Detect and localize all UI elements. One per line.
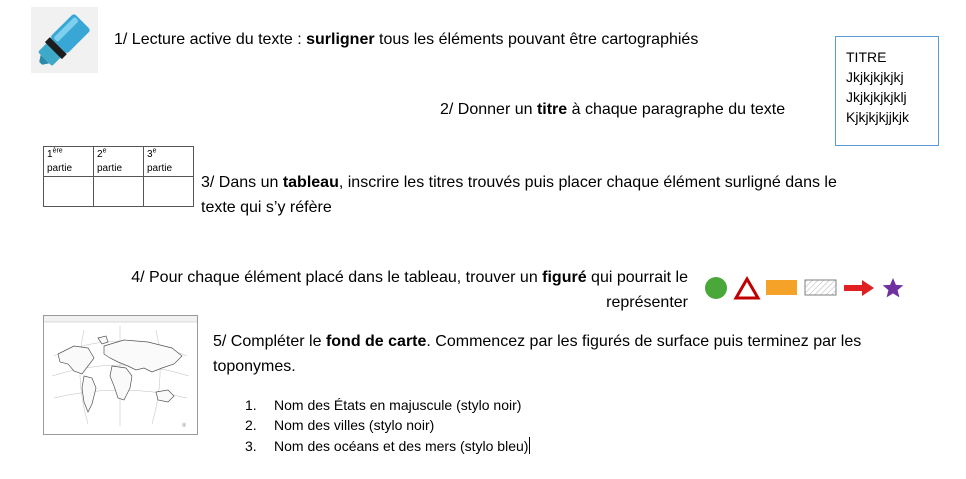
table-cell xyxy=(94,177,144,207)
text-cursor xyxy=(529,437,530,454)
circle-symbol-icon xyxy=(705,277,727,299)
step-1-text: 1/ Lecture active du texte : surligner tous les éléments pouvant être cartographiés xyxy=(114,31,699,48)
step-3-text: 3/ Dans un tableau, inscrire les titres trouvés puis placer chaque élément surligné dans le texte qui s’y réfère xyxy=(201,174,837,216)
highlighter-icon xyxy=(31,7,98,73)
svg-text:◎: ◎ xyxy=(182,422,187,428)
symbols-legend xyxy=(704,275,914,306)
title-example-line: Jkjkjkjkjkj xyxy=(846,69,904,85)
orange-area-symbol-icon xyxy=(766,280,797,295)
star-symbol-icon xyxy=(883,278,904,297)
title-example-line: Jkjkjkjkjklj xyxy=(846,89,907,105)
title-example-line: TITRE xyxy=(846,49,887,65)
step-4-text: 4/ Pour chaque élément placé dans le tableau, trouver un figuré qui pourrait le représenter xyxy=(131,269,688,311)
parts-table xyxy=(43,146,194,207)
table-header-cell: 3e partie xyxy=(144,147,194,177)
list-item: 3. Nom des océans et des mers (stylo bleu) xyxy=(245,438,529,454)
table-cell xyxy=(44,177,94,207)
hatched-area-symbol-icon xyxy=(805,280,836,295)
world-map-thumbnail xyxy=(43,315,198,435)
step-5-text: 5/ Compléter le fond de carte. Commencez par les figurés de surface puis terminez par les toponymes. xyxy=(213,333,862,375)
table-header-cell: 1ère partie xyxy=(44,147,94,177)
title-example-box xyxy=(835,36,939,146)
step-2-text: 2/ Donner un titre à chaque paragraphe du texte xyxy=(440,101,786,118)
table-cell xyxy=(144,177,194,207)
triangle-symbol-icon xyxy=(736,279,758,298)
list-item: 1. Nom des États en majuscule (stylo noir) xyxy=(245,397,522,413)
arrow-symbol-icon xyxy=(844,280,874,296)
table-header-cell: 2e partie xyxy=(94,147,144,177)
title-example-line: Kjkjkjkjjkjk xyxy=(846,109,909,125)
list-item: 2. Nom des villes (stylo noir) xyxy=(245,417,435,433)
